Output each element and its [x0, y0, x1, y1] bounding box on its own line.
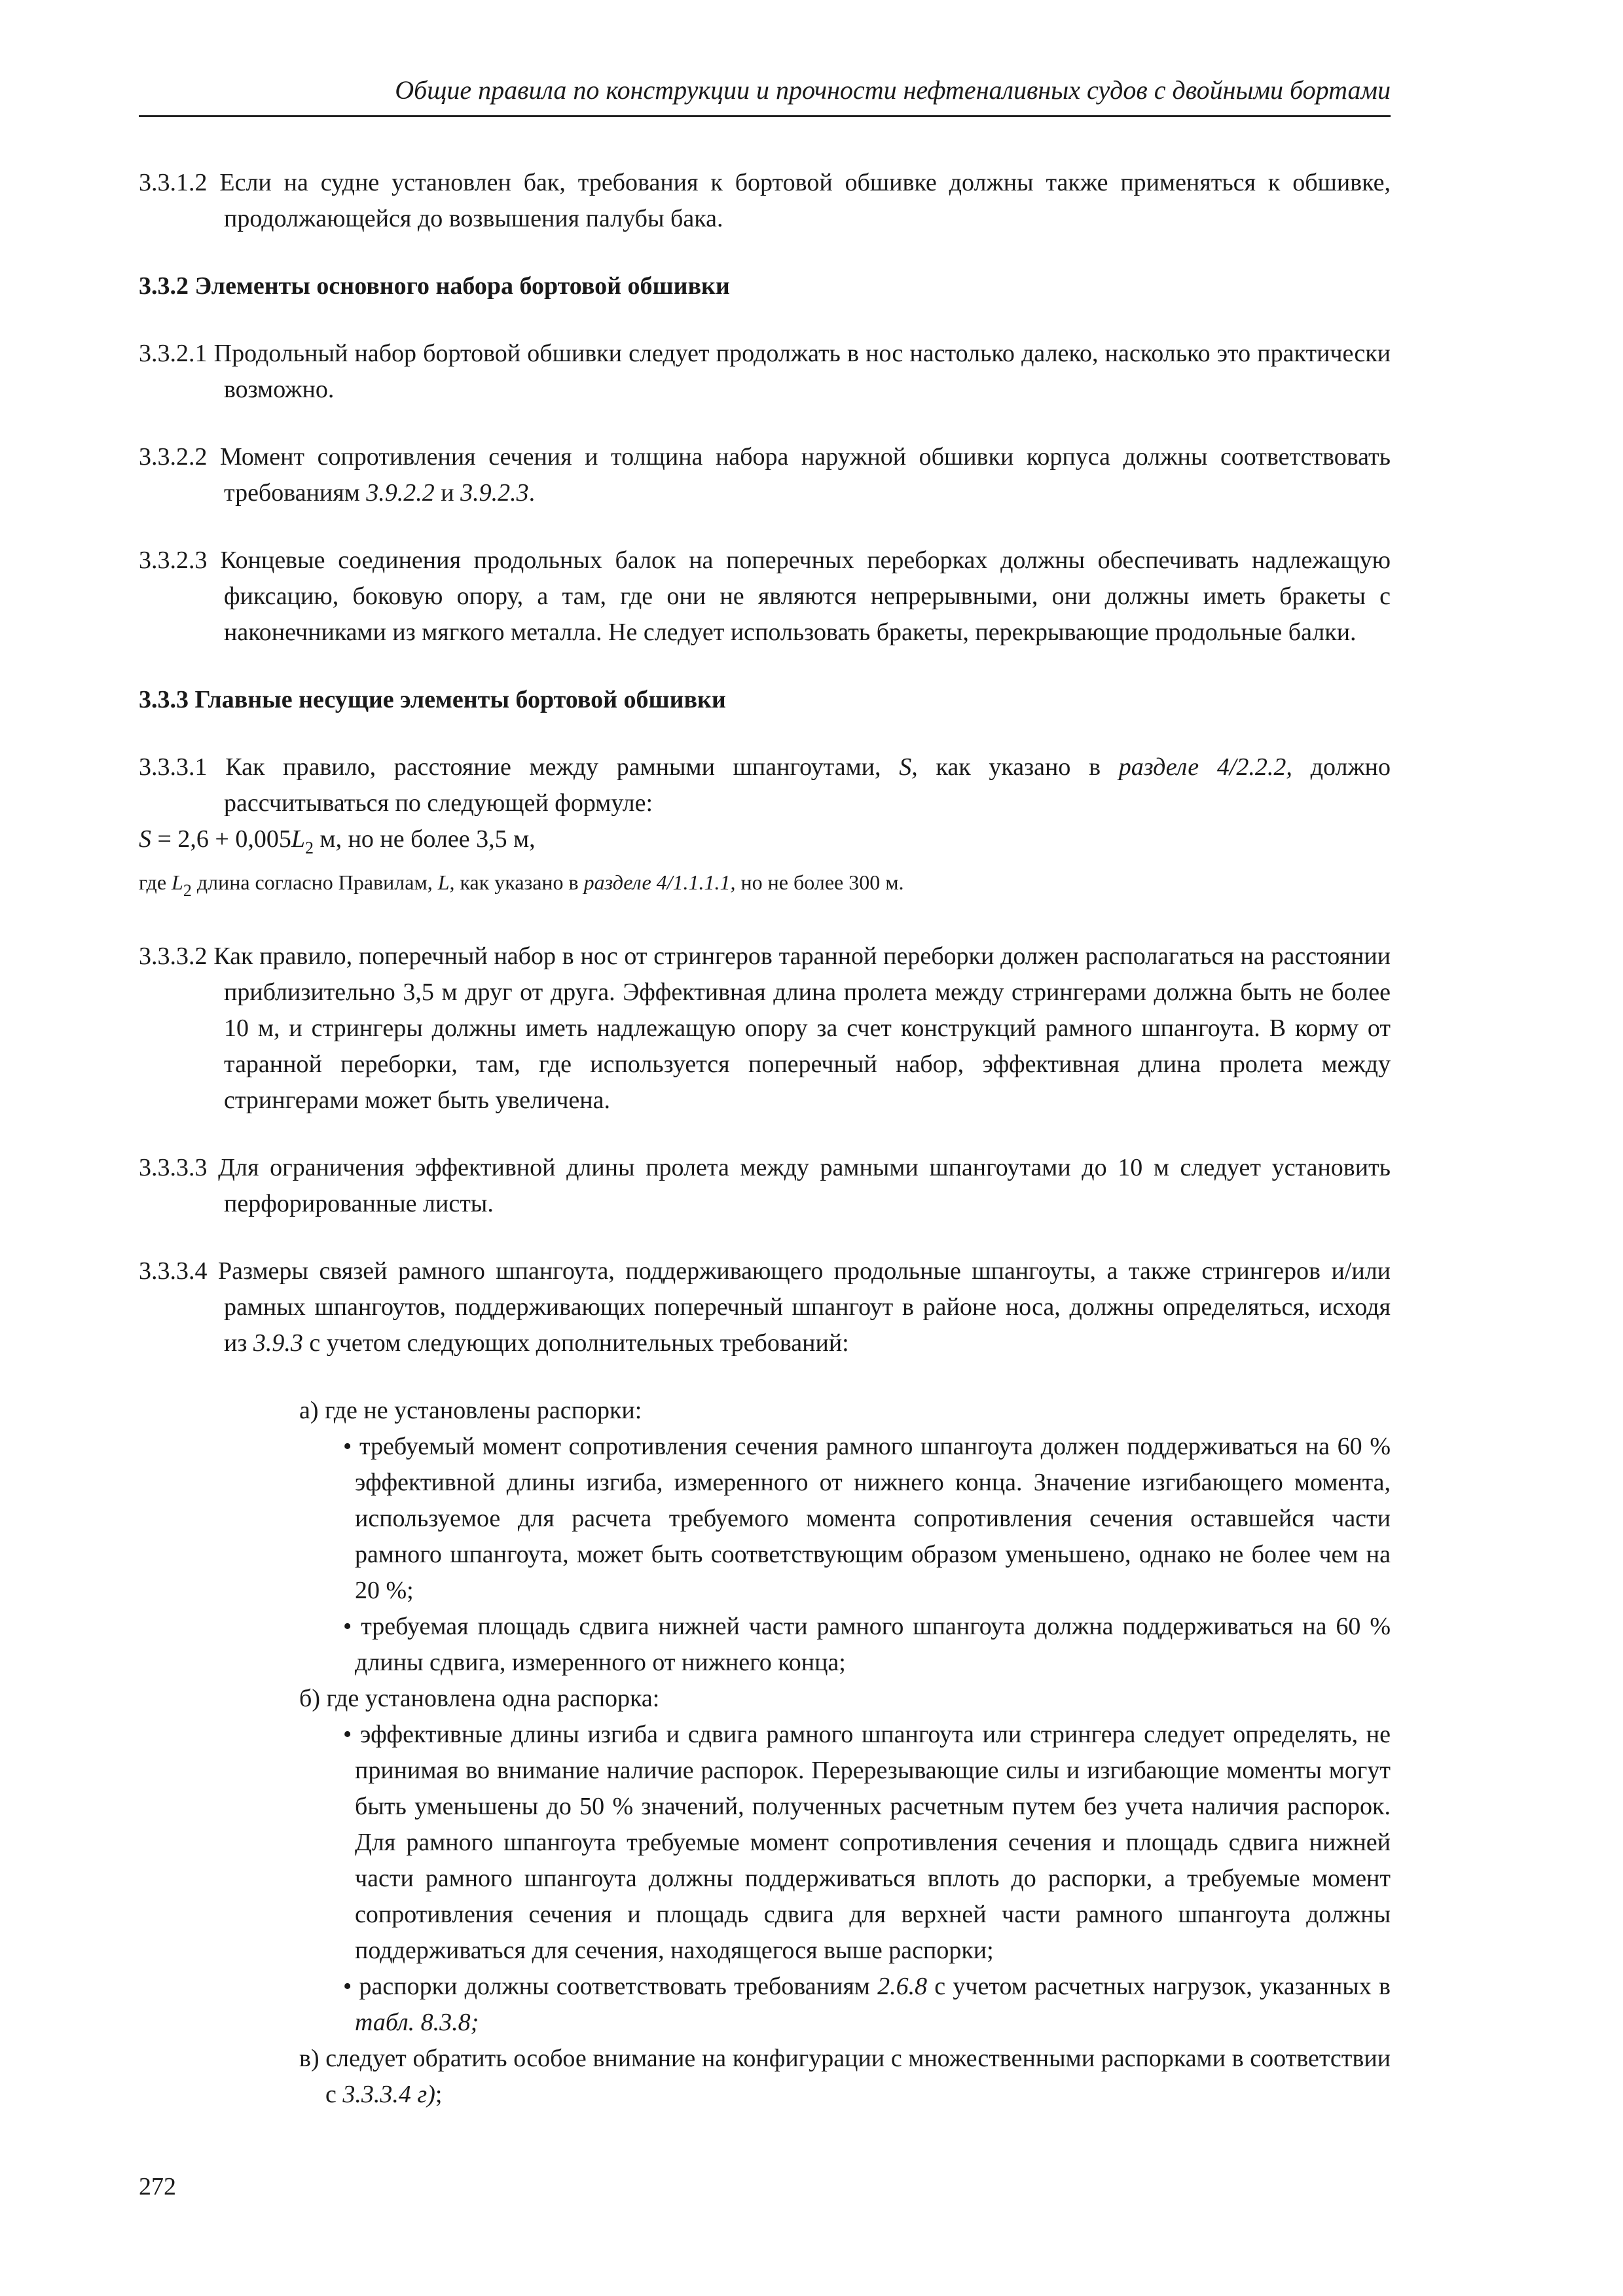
- cross-reference: разделе 4/2.2.2,: [1118, 753, 1292, 781]
- paragraph-3-3-3-2: 3.3.3.2 Как правило, поперечный набор в нос от стрингеров таранной переборки должен располагаться на расстоянии приблизительно 3,5 м друг от друга. Эффективная длина пролета между стрингерами должна быть не более 10 м, и стрингеры должны иметь надлежащую опору за счет конструкций рамного шпангоута. В корму от таранной переборки, там, где используется поперечный набор, эффективная длина пролета между стрингерами может быть увеличена.: [139, 942, 1391, 1114]
- text: ;: [435, 2081, 443, 2108]
- paragraph-3-3-3-3: 3.3.3.3 Для ограничения эффективной длины пролета между рамными шпангоутами до 10 м следует установить перфорированные листы.: [139, 1154, 1391, 1217]
- text: • распорки должны соответствовать требованиям: [343, 1973, 878, 2000]
- text: .: [528, 479, 536, 507]
- text: 3.3.3.4 Размеры связей рамного шпангоута, поддерживающего продольные шпангоуты, а также стрингеров и/или рамных шпангоутов, поддерживающих поперечный шпангоут в районе носа, должны определяться, исходя из: [139, 1257, 1391, 1357]
- subscript: 2: [183, 881, 192, 900]
- text: 3.3.3.1 Как правило, расстояние между рамными шпангоутами,: [139, 753, 900, 781]
- section-heading-3-3-2: 3.3.2 Элементы основного набора бортовой обшивки: [139, 272, 730, 300]
- list-item-c: [139, 2041, 1391, 2113]
- formula: [139, 821, 1391, 866]
- formula-variable: S: [139, 825, 151, 853]
- text: как указано в: [917, 753, 1119, 781]
- cross-reference: 3.3.3.4 г): [342, 2081, 435, 2108]
- list-item-b: б) где установлена одна распорка:: [299, 1685, 660, 1712]
- bullet-item: • эффективные длины изгиба и сдвига рамного шпангоута или стрингера следует определять, не принимая во внимание наличие распорок. Перерезывающие силы и изгибающие моменты могут быть уменьшены до 50 % значений, полученных расчетным путем без учета наличия распорок. Для рамного шпангоута требуемые момент сопротивления сечения и площадь сдвига нижней части рамного шпангоута должны поддерживаться вплоть до распорки, а требуемые момент сопротивления сечения и площадь сдвига для верхней части рамного шпангоута должны поддерживаться для сечения, находящегося выше распорки;: [343, 1721, 1391, 1964]
- text: и: [434, 479, 461, 507]
- list-item-a: а) где не установлены распорки:: [299, 1397, 642, 1424]
- text: должно рассчитываться по следующей формуле:: [224, 753, 1391, 817]
- paragraph-3-3-2-1: 3.3.2.1 Продольный набор бортовой обшивки следует продолжать в нос настолько далеко, насколько это практически возможно.: [139, 340, 1391, 403]
- paragraph-3-3-3-1: [139, 749, 1391, 821]
- text: как указано в: [454, 870, 584, 894]
- text: длина согласно Правилам,: [191, 870, 438, 894]
- variable: S,: [899, 753, 918, 781]
- formula-variable: L: [291, 825, 306, 853]
- bullet-item: • требуемая площадь сдвига нижней части рамного шпангоута должна поддерживаться на 60 % длины сдвига, измеренного от нижнего конца;: [343, 1613, 1391, 1676]
- text: с учетом расчетных нагрузок, указанных в: [927, 1973, 1391, 2000]
- formula-tail: м, но не более 3,5 м,: [314, 825, 536, 853]
- text: где: [139, 870, 172, 894]
- header-rule: [139, 115, 1391, 117]
- section-heading-3-3-3: 3.3.3 Главные несущие элементы бортовой обшивки: [139, 686, 726, 713]
- bullet-item: [139, 1969, 1391, 2041]
- paragraph-3-3-2-3: 3.3.2.3 Концевые соединения продольных балок на поперечных переборках должны обеспечивать надлежащую фиксацию, боковую опору, а там, где они не являются непрерывными, они должны иметь бракеты с наконечниками из мягкого металла. Не следует использовать бракеты, перекрывающие продольные балки.: [139, 547, 1391, 646]
- cross-reference: 3.9.2.3: [460, 479, 529, 507]
- subscript: 2: [305, 838, 314, 857]
- text: но не более 300 м.: [735, 870, 904, 894]
- cross-reference: 2.6.8: [877, 1973, 928, 2000]
- paragraph-3-3-3-4: [139, 1253, 1391, 1361]
- text: в) следует обратить особое внимание на конфигурации с множественными распорками в соответствии с: [299, 2045, 1391, 2108]
- variable: L: [172, 870, 183, 894]
- text: с учетом следующих дополнительных требований:: [302, 1329, 849, 1357]
- page-number: 272: [139, 2173, 176, 2200]
- paragraph-3-3-1-2: 3.3.1.2 Если на судне установлен бак, требования к бортовой обшивке должны также применяться к обшивке, продолжающейся до возвышения палубы бака.: [139, 169, 1391, 232]
- variable: L,: [437, 870, 455, 894]
- cross-reference: 3.9.3: [253, 1329, 303, 1357]
- formula-legend: [139, 866, 1391, 907]
- running-header: Общие правила по конструкции и прочности нефтеналивных судов с двойными бортами: [395, 75, 1391, 105]
- bullet-item: • требуемый момент сопротивления сечения рамного шпангоута должен поддерживаться на 60 % эффективной длины изгиба, измеренного от нижнего конца. Значение изгибающего момента, используемое для расчета требуемого момента сопротивления сечения оставшейся части рамного шпангоута, может быть соответствующим образом уменьшено, однако не более чем на 20 %;: [343, 1433, 1391, 1604]
- paragraph-3-3-2-2: [139, 439, 1391, 511]
- formula-expression: = 2,6 + 0,005: [151, 825, 291, 853]
- page-body: [139, 165, 1391, 2113]
- cross-reference: 3.9.2.2: [366, 479, 435, 507]
- cross-reference: разделе 4/1.1.1.1,: [583, 870, 736, 894]
- cross-reference: табл. 8.3.8;: [355, 2009, 479, 2036]
- text: 3.3.2.2 Момент сопротивления сечения и толщина набора наружной обшивки корпуса должны соответствовать требованиям: [139, 443, 1391, 507]
